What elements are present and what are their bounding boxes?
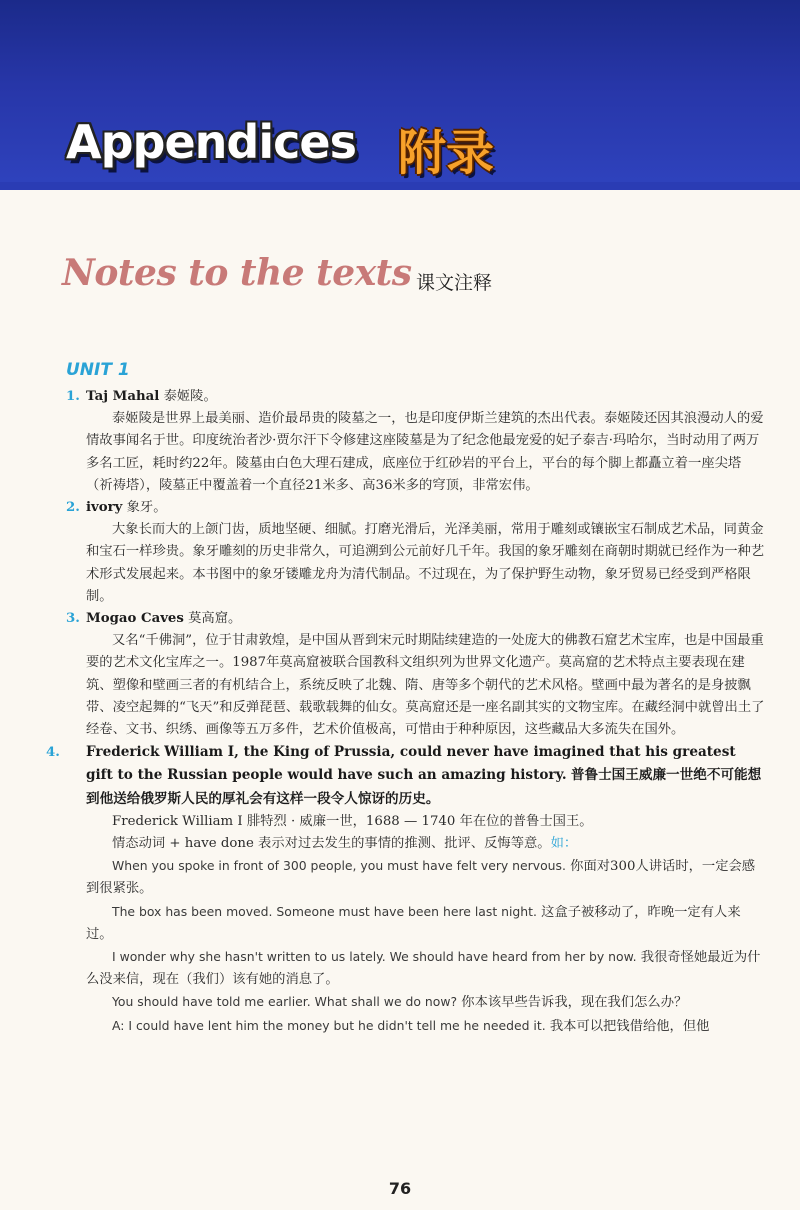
note-number: 4. bbox=[46, 745, 60, 761]
key-sentence-cn: 普鲁士国王威廉一世绝不可能想到他送给俄罗斯人民的厚礼会有这样一段令人惊讶的历史。 bbox=[86, 767, 762, 807]
note-item-heading bbox=[66, 497, 766, 519]
note-term-cn: 泰姬陵。 bbox=[163, 389, 217, 404]
example-sentence bbox=[66, 991, 766, 1014]
example-tag: 如： bbox=[550, 836, 578, 852]
example-sentence bbox=[66, 855, 766, 900]
notes-content bbox=[46, 386, 766, 1038]
note-paragraph: 又名“千佛洞”，位于甘肃敦煌，是中国从晋到宋元时期陆续建造的一处庞大的佛教石窟艺术宝库，也是中国最重要的艺术文化宝库之一。1987年莫高窟被联合国教科文组织列为世界文化遗产。莫高窟的艺术特点主要表现在建筑、塑像和壁画三者的有机结合上，系统反映了北魏、隋、唐等多个朝代的艺术风格。壁画中最为著名的是身披飘带、凌空起舞的“飞天”和反弹琵琶、载歌载舞的仙女。莫高窟还是一座名副其实的文物宝库。在藏经洞中就曾出土了经卷、文书、织绣、画像等五万多件，艺术价值极高，可惜由于种种原因，这些藏品大多流失在国外。 bbox=[86, 633, 765, 738]
example-cn: 这盒子被移动了，昨晚一定有人来过。 bbox=[86, 904, 741, 942]
note-number: 1. bbox=[66, 389, 80, 404]
note-term: ivory bbox=[86, 500, 123, 516]
example-cn: 你本该早些告诉我，现在我们怎么办？ bbox=[461, 995, 688, 1011]
header-title-en: Appendices bbox=[66, 115, 356, 169]
note-number: 3. bbox=[66, 611, 80, 627]
note-item-heading bbox=[66, 386, 766, 408]
note-term: Taj Mahal bbox=[86, 389, 160, 404]
note-paragraph: 大象长而大的上颌门齿，质地坚硬、细腻。打磨光滑后，光泽美丽，常用于雕刻或镶嵌宝石制成艺术品，同黄金和宝石一样珍贵。象牙雕刻的历史非常久，可追溯到公元前好几千年。我国的象牙雕刻在商朝时期就已经作为一种艺术形式发展起来。本书图中的象牙镂雕龙舟为清代制品。不过现在，为了保护野生动物，象牙贸易已经受到严格限制。 bbox=[86, 522, 765, 604]
example-en: The box has been moved. Someone must have been here last night. bbox=[112, 903, 537, 919]
example-en: A: I could have lent him the money but he didn't tell me he needed it. bbox=[112, 1017, 546, 1033]
example-en: I wonder why she hasn't written to us lately. We should have heard from her by now. bbox=[112, 949, 637, 965]
section-title-en: Notes to the texts bbox=[62, 252, 412, 294]
section-title-cn: 课文注释 bbox=[416, 272, 493, 294]
header-title-cn: 附录 bbox=[398, 125, 495, 181]
note-term: Mogao Caves bbox=[86, 611, 184, 627]
grammar-note-text: 情态动词 + have done 表示对过去发生的事情的推测、批评、反悔等意。 bbox=[112, 836, 551, 852]
example-sentence bbox=[66, 1015, 766, 1038]
example-en: When you spoke in front of 300 people, you must have felt very nervous. bbox=[112, 858, 566, 874]
grammar-note: Frederick William I 腓特烈 · 威廉一世，1688 — 1740 年在位的普鲁士国王。 bbox=[112, 813, 593, 829]
chapter-header-banner bbox=[0, 0, 800, 190]
key-sentence-en: Frederick William I, the King of Prussia, could never have imagined that his greatest gift to the Russian people would have such an amazing history. bbox=[86, 744, 736, 784]
note-term-cn: 莫高窟。 bbox=[188, 611, 242, 627]
header-stripe bbox=[0, 182, 800, 190]
note-term-cn: 象牙。 bbox=[126, 500, 167, 516]
example-cn: 我本可以把钱借给他，但他 bbox=[549, 1018, 710, 1034]
example-sentence bbox=[66, 946, 766, 991]
example-sentence bbox=[66, 901, 766, 946]
example-cn: 我很奇怪她最近为什么没来信，现在（我们）该有她的消息了。 bbox=[86, 950, 761, 988]
note-paragraph: 泰姬陵是世界上最美丽、造价最昂贵的陵墓之一，也是印度伊斯兰建筑的杰出代表。泰姬陵还因其浪漫动人的爱情故事闻名于世。印度统治者沙·贾尔汗下令修建这座陵墓是为了纪念他最宠爱的妃子泰吉·玛哈尔，当时动用了两万多名工匠，耗时约22年。陵墓由白色大理石建成，底座位于红砂岩的平台上，平台的每个脚上都矗立着一座尖塔（祈祷塔），陵墓正中覆盖着一个直径21米多、高36米多的穹顶，非常宏伟。 bbox=[86, 411, 764, 493]
unit-heading: UNIT 1 bbox=[66, 360, 130, 380]
example-cn: 你面对300人讲话时，一定会感到很紧张。 bbox=[86, 859, 756, 897]
note-item-heading bbox=[46, 741, 766, 811]
page-number: 76 bbox=[388, 1179, 412, 1198]
example-en: You should have told me earlier. What shall we do now? bbox=[112, 994, 458, 1010]
grammar-note bbox=[66, 833, 766, 855]
note-item-heading bbox=[66, 608, 766, 630]
note-number: 2. bbox=[66, 500, 80, 516]
